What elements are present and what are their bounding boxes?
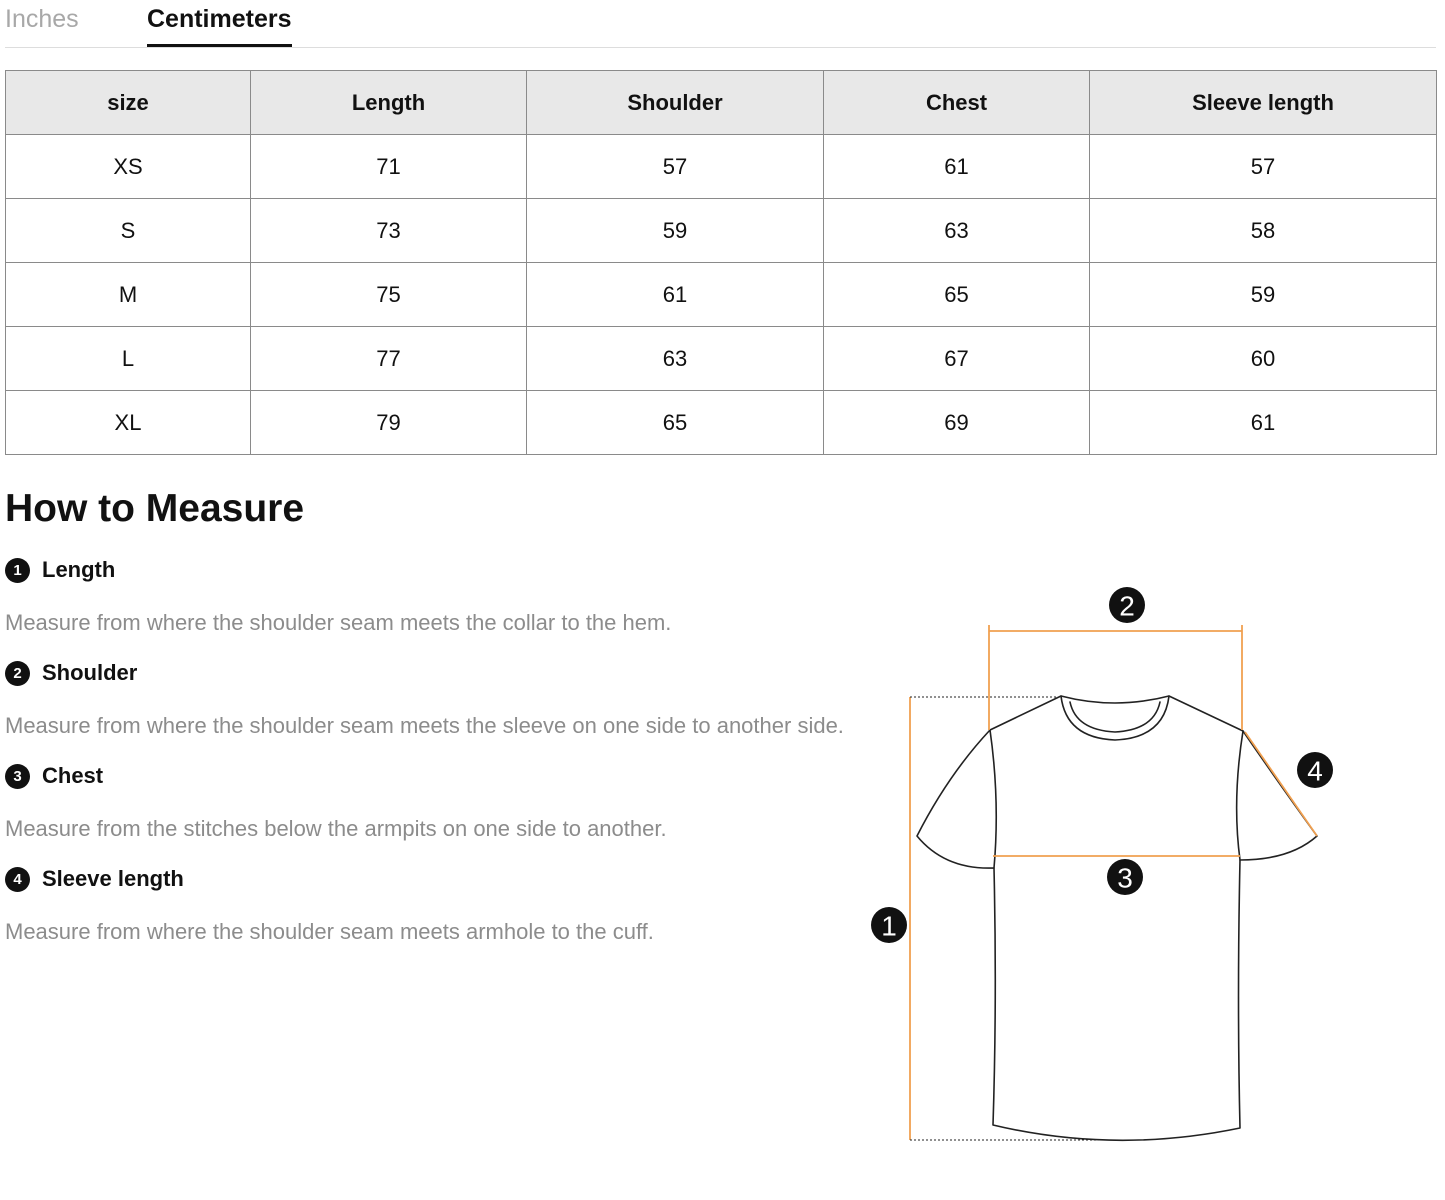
- table-cell: 61: [527, 263, 824, 327]
- table-cell: 58: [1090, 199, 1437, 263]
- t-shirt-icon: [917, 696, 1317, 1140]
- table-cell: 71: [251, 135, 527, 199]
- table-cell: 69: [824, 391, 1090, 455]
- step-number-badge: 2: [5, 661, 30, 686]
- column-header-chest: Chest: [824, 71, 1090, 135]
- step-label: Sleeve length: [42, 866, 184, 891]
- step-chest-heading: [5, 763, 103, 789]
- svg-text:3: 3: [1117, 862, 1133, 894]
- column-header-shoulder: Shoulder: [527, 71, 824, 135]
- svg-text:4: 4: [1307, 755, 1323, 787]
- table-cell: 65: [527, 391, 824, 455]
- table-row: [6, 391, 1437, 455]
- svg-text:2: 2: [1119, 590, 1135, 622]
- table-cell: 61: [824, 135, 1090, 199]
- table-cell: 63: [527, 327, 824, 391]
- step-label: Length: [42, 557, 116, 582]
- size-chart-table: [5, 70, 1437, 455]
- marker-4: [1297, 752, 1333, 788]
- table-cell: 79: [251, 391, 527, 455]
- column-header-size: size: [6, 71, 251, 135]
- column-header-sleeve-length: Sleeve length: [1090, 71, 1437, 135]
- table-cell: 77: [251, 327, 527, 391]
- tab-inches[interactable]: Inches: [5, 5, 79, 33]
- marker-2: [1109, 587, 1145, 623]
- table-header-row: [6, 71, 1437, 135]
- table-row: [6, 199, 1437, 263]
- step-shoulder-heading: [5, 660, 137, 686]
- step-length-heading: [5, 557, 115, 583]
- table-row: [6, 263, 1437, 327]
- table-cell: L: [6, 327, 251, 391]
- table-cell: 57: [1090, 135, 1437, 199]
- length-guides: [910, 697, 1135, 1140]
- tab-centimeters[interactable]: Centimeters: [147, 2, 292, 47]
- table-cell: 59: [1090, 263, 1437, 327]
- table-row: [6, 135, 1437, 199]
- table-cell: 65: [824, 263, 1090, 327]
- step-length-description: Measure from where the shoulder seam meets the collar to the hem.: [5, 610, 672, 635]
- table-cell: 75: [251, 263, 527, 327]
- step-number-badge: 4: [5, 867, 30, 892]
- step-shoulder-description: Measure from where the shoulder seam meets the sleeve on one side to another side.: [5, 713, 844, 738]
- step-sleeve-length-description: Measure from where the shoulder seam meets armhole to the cuff.: [5, 919, 654, 944]
- table-cell: 59: [527, 199, 824, 263]
- table-row: [6, 327, 1437, 391]
- table-cell: S: [6, 199, 251, 263]
- table-cell: M: [6, 263, 251, 327]
- step-chest-description: Measure from the stitches below the armpits on one side to another.: [5, 816, 667, 841]
- table-cell: 73: [251, 199, 527, 263]
- step-number-badge: 1: [5, 558, 30, 583]
- step-sleeve-length-heading: [5, 866, 184, 892]
- table-cell: XL: [6, 391, 251, 455]
- step-label: Shoulder: [42, 660, 138, 685]
- table-cell: 57: [527, 135, 824, 199]
- table-cell: 63: [824, 199, 1090, 263]
- table-cell: 61: [1090, 391, 1437, 455]
- step-label: Chest: [42, 763, 104, 788]
- table-cell: 67: [824, 327, 1090, 391]
- how-to-measure-title: How to Measure: [5, 487, 305, 530]
- table-cell: XS: [6, 135, 251, 199]
- marker-3: [1107, 859, 1143, 895]
- step-number-badge: 3: [5, 764, 30, 789]
- svg-text:1: 1: [881, 910, 897, 942]
- column-header-length: Length: [251, 71, 527, 135]
- table-cell: 60: [1090, 327, 1437, 391]
- marker-1: [871, 907, 907, 943]
- unit-tabs: [5, 0, 1436, 48]
- t-shirt-measurement-diagram: [860, 570, 1340, 1160]
